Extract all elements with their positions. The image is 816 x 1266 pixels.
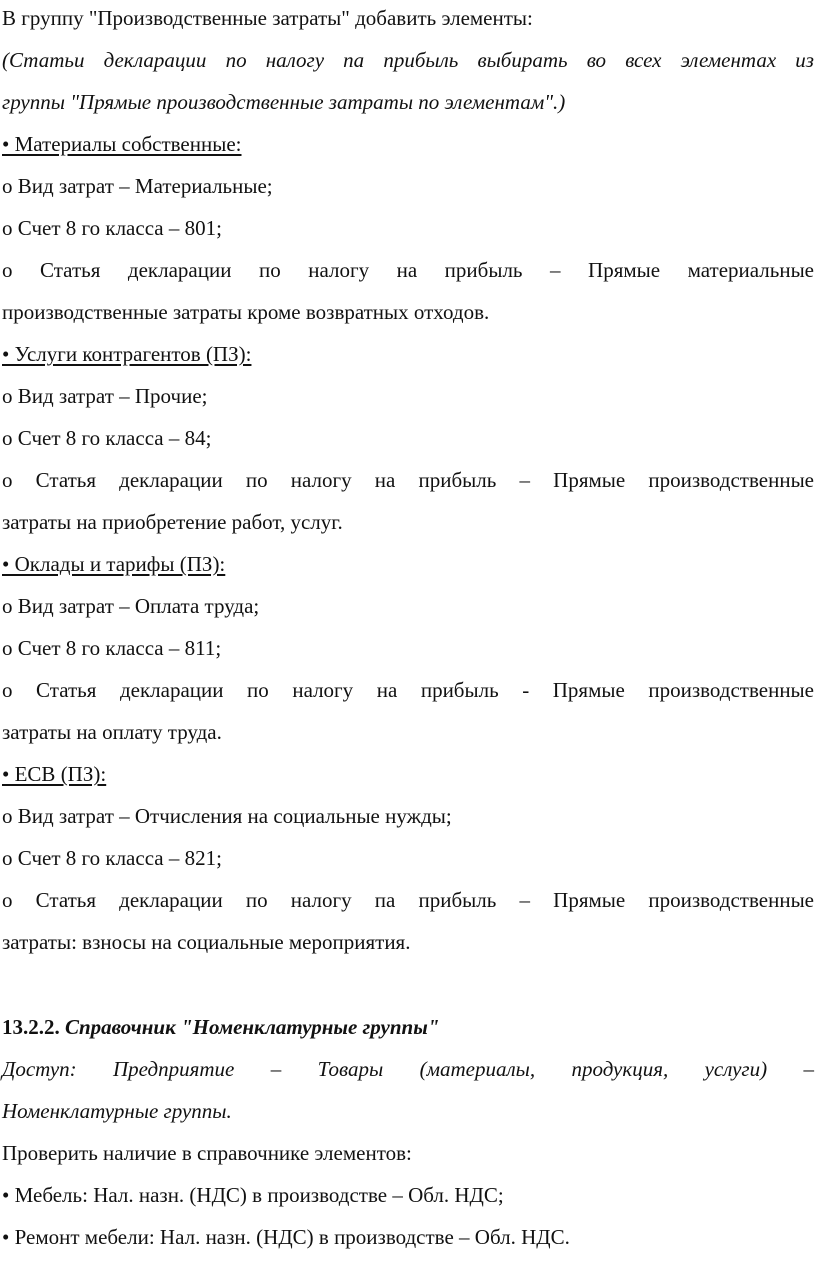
item-2-title bbox=[2, 333, 814, 375]
item-3-article-line-1: о Статья декларации по налогу на прибыль - Прямые производственные bbox=[2, 678, 814, 702]
intro-heading: В группу "Производственные затраты" добавить элементы: bbox=[2, 6, 533, 30]
intro-note-line-1: (Статьи декларации по налогу па прибыль выбирать во всех элементах из bbox=[2, 48, 814, 72]
section-access-line-2: Номенклатурные группы. bbox=[2, 1099, 232, 1123]
intro-note-line-2: группы "Прямые производственные затраты по элементам".) bbox=[2, 90, 566, 114]
item-3-article-line-2: затраты на оплату труда. bbox=[2, 720, 222, 744]
item-2-title-text: • Услуги контрагентов (ПЗ): bbox=[2, 342, 252, 366]
item-3-title-text: • Оклады и тарифы (ПЗ): bbox=[2, 552, 226, 576]
section-heading bbox=[2, 1006, 814, 1048]
item-2-article-line-2: затраты на приобретение работ, услуг. bbox=[2, 510, 343, 534]
item-2-account: о Счет 8 го класса – 84; bbox=[2, 426, 212, 450]
item-1-article-line-2: производственные затраты кроме возвратных отходов. bbox=[2, 300, 490, 324]
section-bullet-2: • Ремонт мебели: Нал. назн. (НДС) в производстве – Обл. НДС. bbox=[2, 1225, 570, 1249]
item-1-cost-type: о Вид затрат – Материальные; bbox=[2, 174, 273, 198]
item-3-cost-type: о Вид затрат – Оплата труда; bbox=[2, 594, 260, 618]
section-access-line-1: Доступ: Предприятие – Товары (материалы, продукция, услуги) – bbox=[2, 1057, 814, 1081]
item-4-article-line-1: о Статья декларации по налогу па прибыль – Прямые производственные bbox=[2, 888, 814, 912]
item-4-cost-type: о Вид затрат – Отчисления на социальные нужды; bbox=[2, 804, 452, 828]
item-4-title-text: • ЕСВ (ПЗ): bbox=[2, 762, 107, 786]
item-4-account: о Счет 8 го класса – 821; bbox=[2, 846, 222, 870]
item-1-title bbox=[2, 123, 814, 165]
item-4-title bbox=[2, 753, 814, 795]
section-number: 13.2.2. bbox=[2, 1015, 60, 1039]
section-title: Справочник "Номенклатурные группы" bbox=[59, 1015, 440, 1039]
item-1-article-line-1: о Статья декларации по налогу на прибыль – Прямые материальные bbox=[2, 258, 814, 282]
item-2-article-line-1: о Статья декларации по налогу на прибыль – Прямые производственные bbox=[2, 468, 814, 492]
item-1-title-text: • Материалы собственные: bbox=[2, 132, 242, 156]
item-4-article-line-2: затраты: взносы на социальные мероприятия. bbox=[2, 930, 411, 954]
section-bullet-1: • Мебель: Нал. назн. (НДС) в производстве – Обл. НДС; bbox=[2, 1183, 504, 1207]
item-2-cost-type: о Вид затрат – Прочие; bbox=[2, 384, 208, 408]
section-check-text: Проверить наличие в справочнике элементов: bbox=[2, 1141, 412, 1165]
item-3-title bbox=[2, 543, 814, 585]
item-1-account: о Счет 8 го класса – 801; bbox=[2, 216, 222, 240]
item-3-account: о Счет 8 го класса – 811; bbox=[2, 636, 222, 660]
